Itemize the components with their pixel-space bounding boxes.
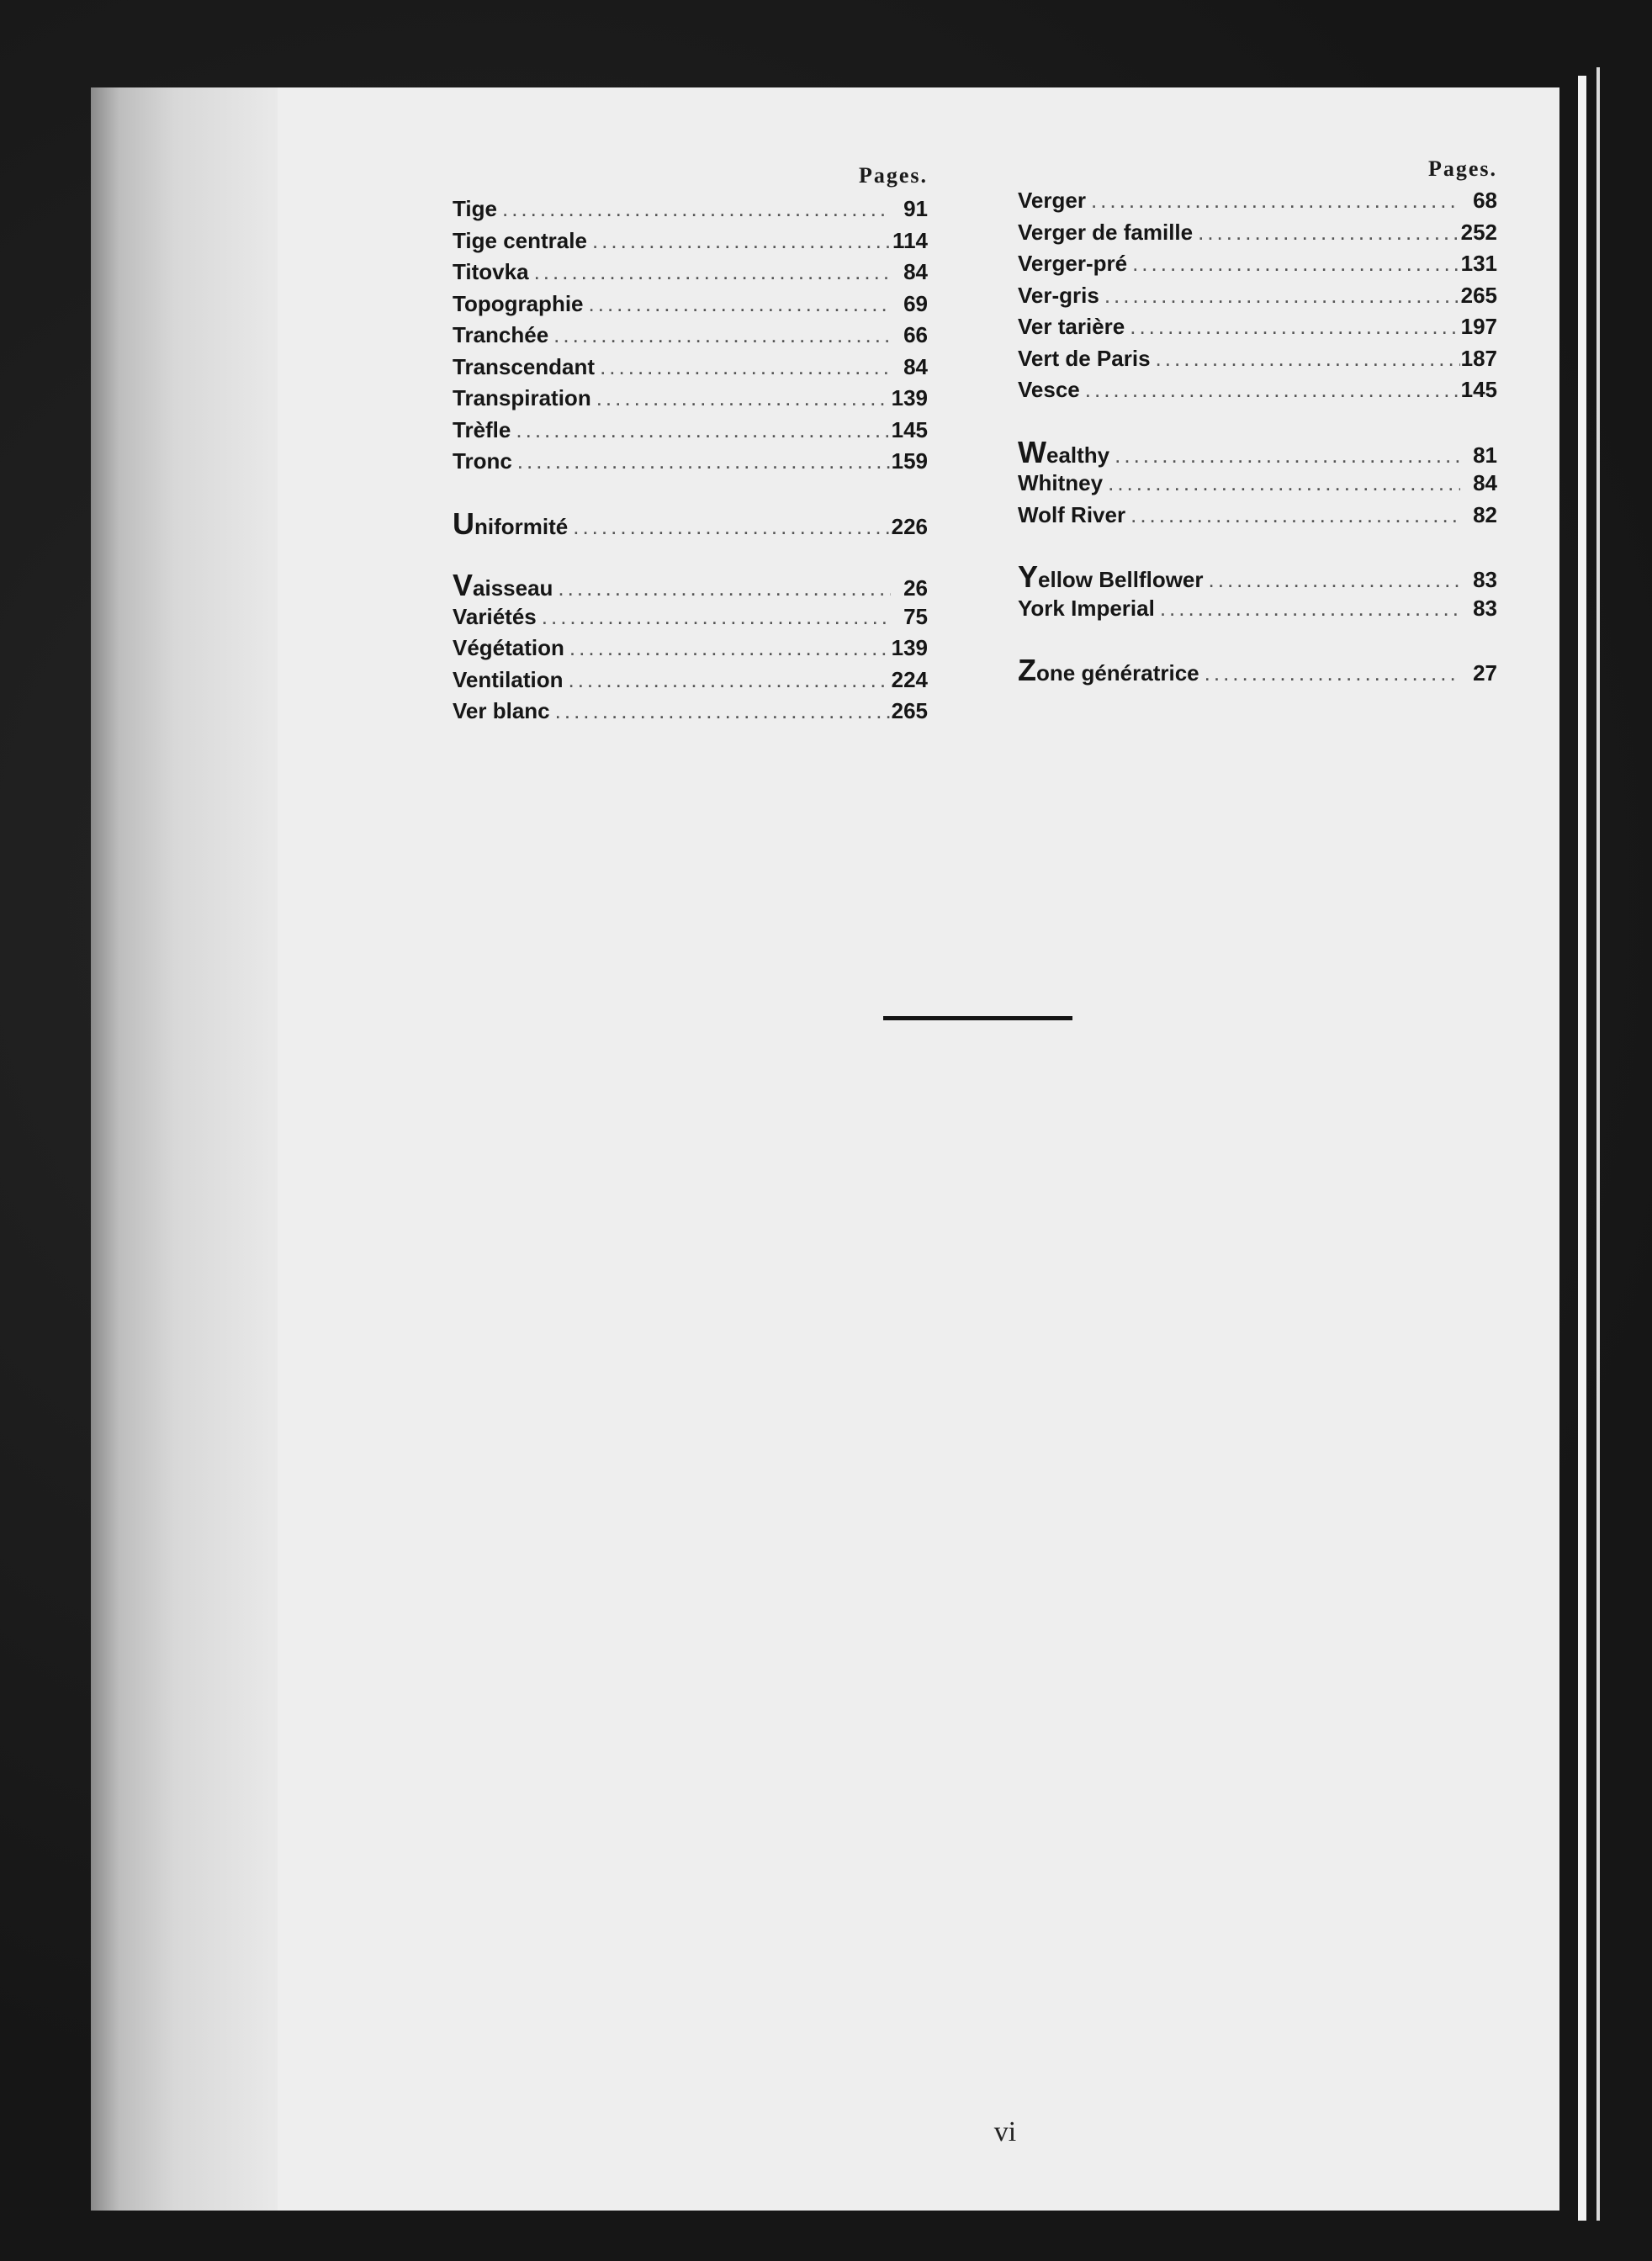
index-entry xyxy=(1018,185,1497,217)
index-term: Ver-gris xyxy=(1018,282,1099,308)
index-entry xyxy=(1018,561,1497,593)
page-number: 66 xyxy=(903,322,928,347)
index-entry xyxy=(1018,468,1497,500)
leader-dots xyxy=(497,193,891,225)
page-number: 68 xyxy=(1473,188,1497,213)
page-number: 145 xyxy=(891,416,928,442)
index-entry xyxy=(453,225,928,257)
leader-dots xyxy=(564,633,891,665)
index-term: Verger-pré xyxy=(1018,251,1128,276)
leader-dots xyxy=(595,352,891,384)
index-term: Vesce xyxy=(1018,377,1080,402)
page-number: 84 xyxy=(903,259,928,284)
index-entry xyxy=(453,289,928,320)
leader-dots xyxy=(537,601,891,633)
leader-dots xyxy=(512,446,891,478)
index-term: Verger de famille xyxy=(1018,219,1194,245)
page-number: 265 xyxy=(1460,282,1497,308)
index-entry xyxy=(453,601,928,633)
leader-dots xyxy=(584,289,891,320)
index-term: Titovka xyxy=(453,259,529,284)
index-column-right xyxy=(1018,153,1497,686)
leader-dots xyxy=(511,415,891,447)
index-entry xyxy=(1018,654,1497,686)
index-entry xyxy=(453,415,928,447)
leader-dots xyxy=(1193,217,1460,249)
index-term: Tige centrale xyxy=(453,227,587,253)
index-entry xyxy=(1018,500,1497,532)
leader-dots xyxy=(563,665,891,696)
index-entry xyxy=(453,665,928,696)
page-number: 81 xyxy=(1473,442,1497,468)
pages-header: Pages. xyxy=(1427,156,1497,181)
index-term: Topographie xyxy=(453,290,584,316)
leader-dots xyxy=(1127,248,1460,280)
leader-dots xyxy=(1199,658,1460,690)
index-entry xyxy=(453,320,928,352)
leader-dots xyxy=(591,383,891,415)
page-number: 159 xyxy=(891,448,928,474)
index-term: Ver blanc xyxy=(453,698,550,723)
index-entry xyxy=(1018,374,1497,406)
index-entry xyxy=(453,257,928,289)
index-term: Ventilation xyxy=(453,666,564,692)
index-entry xyxy=(1018,343,1497,375)
leader-dots xyxy=(1109,440,1460,472)
page-number: 139 xyxy=(891,385,928,410)
page-number: 82 xyxy=(1473,501,1497,527)
leader-dots xyxy=(550,696,891,728)
index-entry xyxy=(1018,593,1497,625)
page-number: 224 xyxy=(891,666,928,692)
group-gap xyxy=(1018,531,1497,561)
page-number: 114 xyxy=(892,227,928,253)
index-entry xyxy=(1018,280,1497,312)
index-entry xyxy=(453,569,928,601)
index-term: Végétation xyxy=(453,635,564,660)
leader-dots xyxy=(1086,185,1460,217)
index-entry xyxy=(453,383,928,415)
page-number: 26 xyxy=(903,575,928,601)
page-number: 91 xyxy=(903,196,928,221)
index-entry xyxy=(453,633,928,665)
index-entry xyxy=(453,352,928,384)
index-term: Tranchée xyxy=(453,322,549,347)
index-entry xyxy=(453,508,928,540)
index-term: Zone génératrice xyxy=(1018,653,1199,687)
page-number: 27 xyxy=(1473,660,1497,686)
page-number: 83 xyxy=(1473,567,1497,592)
section-separator-rule xyxy=(883,1016,1072,1020)
page-number: 252 xyxy=(1460,219,1497,245)
index-term: Tronc xyxy=(453,448,512,474)
index-entry xyxy=(453,446,928,478)
page-number: 139 xyxy=(891,635,928,660)
page-number: 84 xyxy=(1473,470,1497,495)
leader-dots xyxy=(1125,500,1460,532)
right-border-rule xyxy=(1578,76,1586,2221)
index-term: Wolf River xyxy=(1018,501,1126,527)
page-number: 131 xyxy=(1460,251,1497,276)
index-term: Transcendant xyxy=(453,353,596,379)
page-number: 265 xyxy=(891,698,928,723)
page-number: 187 xyxy=(1460,345,1497,371)
page-number: 145 xyxy=(1460,377,1497,402)
group-gap xyxy=(453,539,928,569)
index-term: Ver tarière xyxy=(1018,314,1125,339)
index-entry xyxy=(453,193,928,225)
index-entry xyxy=(1018,434,1497,469)
index-term: York Imperial xyxy=(1018,595,1155,621)
group-gap xyxy=(1018,406,1497,437)
index-term: Wealthy xyxy=(1018,434,1110,469)
leader-dots xyxy=(529,257,891,289)
index-entry xyxy=(1018,248,1497,280)
page-folio: vi xyxy=(993,2116,1017,2147)
leader-dots xyxy=(568,511,891,543)
page-edge-shadow xyxy=(91,87,278,2211)
index-term: Vaisseau xyxy=(453,568,553,602)
page-number: 226 xyxy=(891,513,928,539)
index-term: Transpiration xyxy=(453,385,591,410)
right-border-rule-outer xyxy=(1596,67,1600,2221)
group-gap xyxy=(1018,624,1497,654)
page-number: 83 xyxy=(1473,595,1497,621)
page-number: 69 xyxy=(903,290,928,316)
leader-dots xyxy=(1151,343,1460,375)
index-entry xyxy=(1018,217,1497,249)
page-number: 84 xyxy=(903,353,928,379)
leader-dots xyxy=(587,225,891,257)
leader-dots xyxy=(1155,593,1460,625)
leader-dots xyxy=(1125,311,1460,343)
leader-dots xyxy=(548,320,891,352)
index-term: Uniformité xyxy=(453,506,569,541)
index-entry xyxy=(453,696,928,728)
index-entry xyxy=(1018,311,1497,343)
leader-dots xyxy=(1099,280,1460,312)
leader-dots xyxy=(1080,374,1460,406)
leader-dots xyxy=(1204,564,1460,596)
leader-dots xyxy=(1103,468,1460,500)
index-column-left xyxy=(453,160,928,728)
index-term: Whitney xyxy=(1018,470,1104,495)
index-term: Verger xyxy=(1018,188,1086,213)
index-term: Variétés xyxy=(453,603,537,629)
page-number: 197 xyxy=(1460,314,1497,339)
page-number: 75 xyxy=(903,603,928,629)
index-term: Tige xyxy=(453,196,497,221)
index-term: Yellow Bellflower xyxy=(1018,559,1204,594)
index-term: Vert de Paris xyxy=(1018,345,1151,371)
leader-dots xyxy=(553,573,891,605)
group-gap xyxy=(453,478,928,508)
pages-header: Pages. xyxy=(858,163,928,188)
index-term: Trèfle xyxy=(453,416,511,442)
